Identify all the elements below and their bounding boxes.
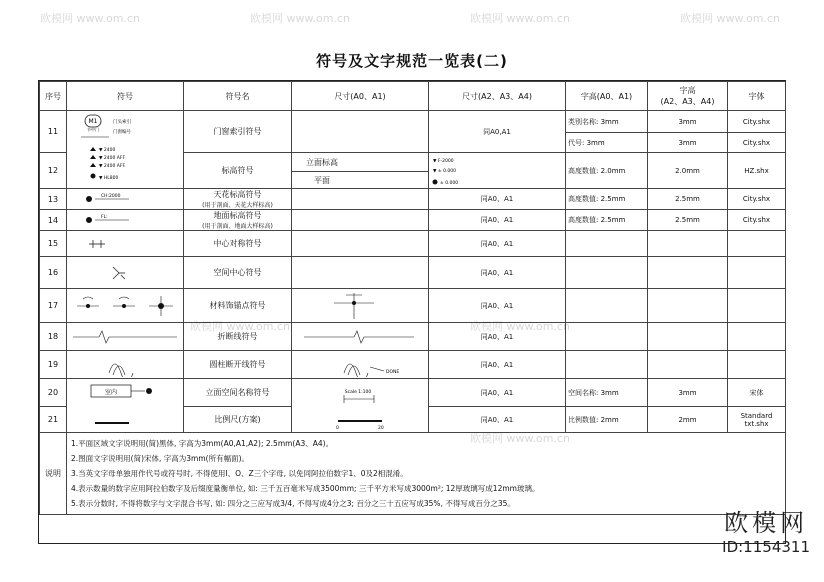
row-size2: 同A0、A1 [429, 323, 566, 351]
symbol-room-scale [67, 379, 184, 433]
row-name [184, 189, 292, 210]
watermark: 欧模网 www.om.cn [470, 12, 570, 25]
col-header-name: 符号名 [184, 82, 292, 111]
row-size2: 同A0、A1 [429, 210, 566, 231]
watermark: 欧模网 www.om.cn [470, 432, 570, 445]
col-header-size-a2: 尺寸(A2、A3、A4) [429, 82, 566, 111]
row-size1 [292, 111, 429, 153]
row-size2: 同A0,A1 [429, 111, 566, 153]
row-height2: 2.5mm [648, 189, 728, 210]
row-num: 13 [40, 189, 67, 210]
row-font: City.shx [728, 189, 786, 210]
plan-elev-2: ▼ ± 0.000 [433, 168, 456, 174]
symbol-break-line [67, 323, 184, 351]
row-name: 材料饰锚点符号 [184, 289, 292, 323]
row-title: 天花标高符号 [213, 190, 262, 199]
notes-label: 说明 [40, 433, 67, 515]
row-num: 15 [40, 231, 67, 257]
row-height2: 2.0mm [648, 153, 728, 189]
row-name: 圆柱断开线符号 [184, 351, 292, 379]
col-header-index: 序号 [40, 82, 67, 111]
row-name: 立面空间名称符号 [184, 379, 292, 407]
notes-row [40, 433, 786, 515]
height-sizes: (A2、A3、A4) [660, 97, 715, 106]
symbol-center-sym [67, 231, 184, 257]
table-row [40, 231, 786, 257]
row-size1 [292, 257, 429, 289]
col-header-height-a2 [648, 82, 728, 111]
row-height1: 空间名称: 3mm [566, 379, 648, 407]
row-height2: 3mm [648, 133, 728, 153]
notes-body [67, 433, 786, 515]
row-size1 [292, 153, 429, 189]
col-header-symbol: 符号 [67, 82, 184, 111]
watermark: 欧模网 www.om.cn [190, 320, 290, 333]
row-height1: 类别名称: 3mm [566, 111, 648, 133]
row-size2: 同A0、A1 [429, 257, 566, 289]
table-row [40, 289, 786, 323]
plan-elev-3: ± 0.000 [440, 180, 459, 186]
elev-text-4: ▼ HL800 [99, 175, 119, 181]
elev-text-1: ▼ 2400 [99, 147, 116, 153]
row-height2: 3mm [648, 379, 728, 407]
brand-name: 欧模网 [724, 509, 809, 537]
col-header-size-a0: 尺寸(A0、A1) [292, 82, 429, 111]
page-title: 符号及文字规范一览表(二) [316, 52, 508, 70]
table-row [40, 323, 786, 351]
symbol-door-elev [67, 111, 184, 189]
scale-text: Scale 1:100 [344, 389, 372, 395]
table-header [40, 82, 786, 111]
spec-table [39, 81, 786, 515]
row-num: 19 [40, 351, 67, 379]
row-height1: 比例数值: 2mm [566, 407, 648, 433]
done-text: DONE [386, 369, 400, 375]
row-size1 [292, 351, 429, 379]
row-size1 [292, 379, 429, 433]
plan-label: 平面 [314, 175, 330, 185]
row-height2: 3mm [648, 111, 728, 133]
symbol-space-center [67, 257, 184, 289]
row-font: City.shx [728, 133, 786, 153]
table-row [40, 257, 786, 289]
row-size1 [292, 323, 429, 351]
elev-text-2: ▼ 2400 AFF [99, 155, 126, 161]
row-num: 21 [40, 407, 67, 433]
note-item: 3.当英文字母单独用作代号或符号时, 不得使用I、O、Z三个字母, 以免同阿拉伯数字1、0及2相混淆。 [71, 469, 408, 478]
symbol-ceiling [67, 189, 184, 210]
row-font: City.shx [728, 210, 786, 231]
col-header-height-a0: 字高(A0、A1) [566, 82, 648, 111]
row-size1 [292, 189, 429, 210]
row-name: 折断线符号 [184, 323, 292, 351]
symbol-anchor [67, 289, 184, 323]
row-height1: 高度数值: 2.0mm [566, 153, 648, 189]
plan-elev-1: ▼ F-2000 [433, 158, 454, 164]
row-name: 比例尺(方案) [184, 407, 292, 433]
watermark: 欧模网 www.om.cn [250, 12, 350, 25]
symbol-floor [67, 210, 184, 231]
col-header-font: 字体 [728, 82, 786, 111]
row-num: 17 [40, 289, 67, 323]
row-size2: 同A0、A1 [429, 407, 566, 433]
table-row [40, 111, 786, 133]
row-font: Standard txt.shx [728, 407, 786, 433]
door-id-text: M1 [88, 117, 98, 125]
row-num: 14 [40, 210, 67, 231]
row-size2 [429, 153, 566, 189]
row-height2: 2mm [648, 407, 728, 433]
elev-label: 立面标高 [306, 157, 338, 167]
row-name: 中心对称符号 [184, 231, 292, 257]
note-item: 1.平面区域文字说明用(简)黑体, 字高为3mm(A0,A1,A2); 2.5mm(A3、A4)。 [71, 439, 334, 448]
row-size2: 同A0、A1 [429, 231, 566, 257]
note-item: 4.表示数量的数字应用阿拉伯数字及后缀度量衡单位, 如: 三千五百毫米写成3500mm; 三千平方米写成3000m²; 12厚玻璃写成12mm玻璃。 [71, 484, 540, 493]
table-row [40, 379, 786, 407]
room-text: 室内 [104, 388, 118, 396]
row-height1: 高度数值: 2.5mm [566, 189, 648, 210]
scale-twenty: 20 [378, 425, 384, 431]
door-code-text: 门窗编号 [113, 129, 131, 135]
row-size2: 同A0、A1 [429, 379, 566, 407]
row-height1: 代号: 3mm [566, 133, 648, 153]
row-num: 11 [40, 111, 67, 153]
table-row [40, 189, 786, 210]
brand-logo [722, 503, 810, 556]
row-size1 [292, 289, 429, 323]
table-row [40, 351, 786, 379]
row-size2: 同A0、A1 [429, 289, 566, 323]
row-height1: 高度数值: 2.5mm [566, 210, 648, 231]
row-size2: 同A0、A1 [429, 351, 566, 379]
row-name: 空间中心符号 [184, 257, 292, 289]
symbol-column-break [67, 351, 184, 379]
row-size1 [292, 210, 429, 231]
brand-id: ID:1154311 [722, 538, 810, 556]
scale-zero: 0 [336, 425, 339, 431]
row-size2: 同A0、A1 [429, 189, 566, 210]
row-num: 16 [40, 257, 67, 289]
watermark: 欧模网 www.om.cn [680, 12, 780, 25]
row-sub: (用于剖面、地面大样标高) [202, 223, 273, 230]
row-font: City.shx [728, 111, 786, 133]
note-item: 2.图面文字说明用(简)宋体, 字高为3mm(所有幅面)。 [71, 454, 250, 463]
watermark: 欧模网 www.om.cn [470, 320, 570, 333]
note-item: 5.表示分数时, 不得将数字与文字混合书写, 如: 四分之三应写成3/4, 不得写成4分之3; 百分之三十五应写成35%, 不得写成百分之35。 [71, 499, 515, 508]
ceil-text: CH:2000 [101, 194, 121, 199]
row-size1 [292, 231, 429, 257]
table-row [40, 210, 786, 231]
elev-text-3: ▼ 2400 AFF. [99, 163, 126, 169]
row-font: HZ.shx [728, 153, 786, 189]
row-num: 12 [40, 153, 67, 189]
row-height2: 2.5mm [648, 210, 728, 231]
row-title: 地面标高符号 [213, 211, 262, 220]
row-num: 18 [40, 323, 67, 351]
row-name: 门窗索引符号 [184, 111, 292, 153]
watermark: 欧模网 www.om.cn [40, 12, 140, 25]
row-sub: (用于剖面、天花大样标高) [202, 202, 273, 209]
row-name: 标高符号 [184, 153, 292, 189]
door-index-text: 门头索引 [113, 119, 131, 125]
door-sub-text: 节中门 [87, 126, 99, 132]
spec-table-frame [38, 80, 786, 544]
height-label: 字高 [679, 86, 696, 95]
floor-text: FL: [101, 215, 108, 220]
row-name [184, 210, 292, 231]
row-num: 20 [40, 379, 67, 407]
row-font: 宋体 [728, 379, 786, 407]
